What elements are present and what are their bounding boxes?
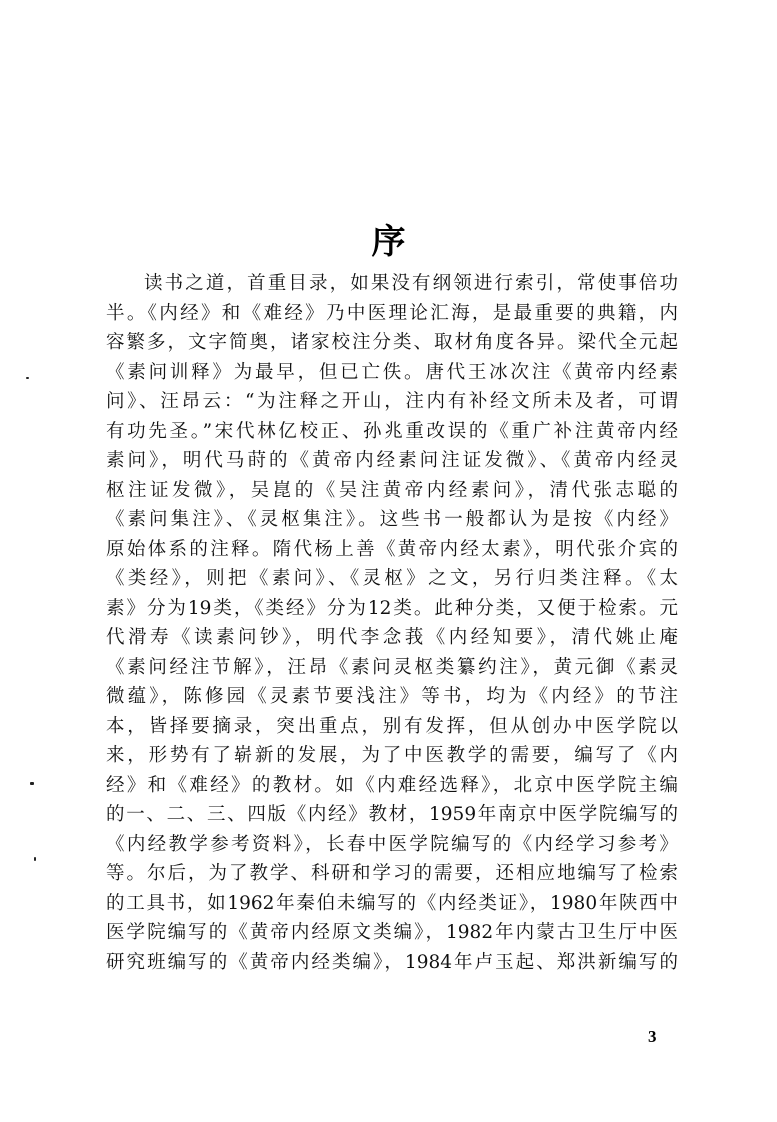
- text-line: 本，皆择要摘录，突出重点，别有发挥，但从创办中医学院以: [106, 715, 678, 737]
- text-line: 《素问集注》、《灵枢集注》。这些书一般都认为是按《内经》: [106, 509, 678, 530]
- text-line: 《素问训释》为最早，但已亡佚。唐代王冰次注《黄帝内经素: [106, 361, 678, 383]
- scan-speck: [34, 857, 36, 861]
- text-line: 半。《内经》和《难经》乃中医理论汇海，是最重要的典籍，内: [106, 302, 678, 324]
- page-number: 3: [648, 1027, 657, 1046]
- text-line: 医学院编写的《黄帝内经原文类编》，1982年内蒙古卫生厅中医: [106, 922, 678, 943]
- text-line: 的一、二、三、四版《内经》教材，1959年南京中医学院编写的: [106, 804, 678, 825]
- scan-speck: [30, 782, 34, 785]
- text-line: 的工具书，如1962年秦伯未编写的《内经类证》，1980年陕西中: [106, 892, 678, 914]
- text-line: 微蕴》，陈修园《灵素节要浅注》等书，均为《内经》的节注: [106, 686, 678, 707]
- text-line: 代滑寿《读素问钞》，明代李念莪《内经知要》，清代姚止庵: [106, 627, 678, 648]
- scan-speck: [26, 377, 29, 379]
- text-line: 《素问经注节解》，汪昂《素问灵枢类纂约注》，黄元御《素灵: [106, 656, 678, 678]
- section-title: 序: [371, 222, 406, 262]
- text-line: 等。尔后，为了教学、科研和学习的需要，还相应地编写了检索: [106, 863, 678, 884]
- text-line: 《类经》，则把《素问》、《灵枢》之文，另行归类注释。《太: [106, 568, 678, 589]
- text-line: 原始体系的注释。隋代杨上善《黄帝内经太素》，明代张介宾的: [106, 538, 678, 560]
- text-line: 经》和《难经》的教材。如《内难经选释》，北京中医学院主编: [106, 774, 678, 796]
- text-line: 有功先圣。”宋代林亿校正、孙兆重改误的《重广补注黄帝内经: [106, 420, 678, 442]
- text-line: 容繁多，文字简奥，诸家校注分类、取材角度各异。梁代全元起: [106, 332, 678, 353]
- text-line: 来，形势有了崭新的发展，为了中医教学的需要，编写了《内: [106, 745, 678, 766]
- text-line: 素问》，明代马莳的《黄帝内经素问注证发微》、《黄帝内经灵: [106, 450, 678, 471]
- text-line: 研究班编写的《黄帝内经类编》，1984年卢玉起、郑洪新编写的: [106, 951, 678, 973]
- preface-body: [106, 269, 678, 977]
- text-line: 枢注证发微》，吴崑的《吴注黄帝内经素问》，清代张志聪的: [106, 479, 678, 501]
- text-line: 读书之道，首重目录，如果没有纲领进行索引，常使事倍功: [144, 273, 678, 294]
- text-line: 素》分为19类，《类经》分为12类。此种分类，又便于检索。元: [106, 597, 678, 619]
- text-line: 问》、汪昂云：“为注释之开山，注内有补经文所未及者，可谓: [106, 391, 678, 412]
- text-line: 《内经教学参考资料》，长春中医学院编写的《内经学习参考》: [106, 833, 678, 855]
